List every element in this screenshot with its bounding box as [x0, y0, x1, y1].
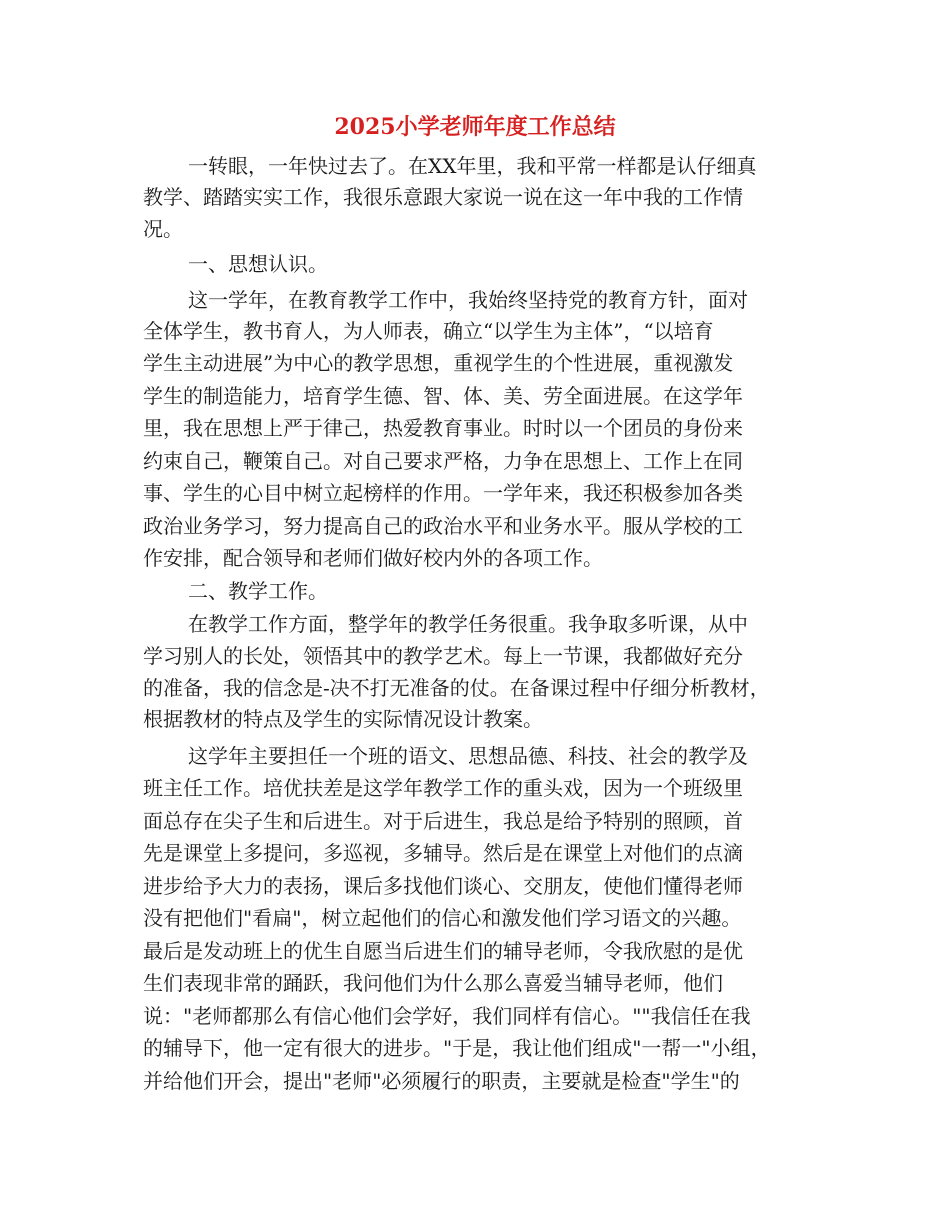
paragraph-line: 并给他们开会，提出"老师"必须履行的职责，主要就是检查"学生"的: [143, 1069, 740, 1093]
section-heading: 一、思想认识。: [188, 252, 328, 276]
paragraph-line: 生们表现非常的踊跃，我问他们为什么那么喜爱当辅导老师，他们: [143, 971, 723, 995]
paragraph-line: 况。: [143, 217, 183, 241]
paragraph-line: 学生主动进展”为中心的教学思想，重视学生的个性进展，重视激发: [143, 351, 734, 375]
paragraph-line: 面总存在尖子生和后进生。对于后进生，我总是给予特别的照顾，首: [143, 809, 743, 833]
section-heading: 二、教学工作。: [188, 579, 328, 603]
paragraph-line: 全体学生，教书育人，为人师表，确立“以学生为主体”，“以培育: [143, 319, 714, 343]
paragraph-line: 里，我在思想上严于律己，热爱教育事业。时时以一个团员的身份来: [143, 416, 743, 440]
paragraph-line: 政治业务学习，努力提高自己的政治水平和业务水平。服从学校的工: [143, 514, 743, 538]
paragraph-line: 班主任工作。培优扶差是这学年教学工作的重头戏，因为一个班级里: [143, 776, 743, 800]
paragraph-line: 这一学年，在教育教学工作中，我始终坚持党的教育方针，面对: [188, 288, 748, 312]
paragraph-line: 一转眼，一年快过去了。在XX年里，我和平常一样都是认仔细真: [188, 154, 757, 178]
paragraph-line: 约束自己，鞭策自己。对自己要求严格，力争在思想上、工作上在同: [143, 449, 743, 473]
paragraph-line: 没有把他们"看扁"，树立起他们的信心和激发他们学习语文的兴趣。: [143, 906, 742, 930]
paragraph-line: 的准备，我的信念是-决不打无准备的仗。在备课过程中仔细分析教材，: [143, 676, 770, 700]
paragraph-line: 的辅导下，他一定有很大的进步。"于是，我让他们组成"一帮一"小组，: [143, 1036, 771, 1060]
paragraph-line: 在教学工作方面，整学年的教学任务很重。我争取多听课，从中: [188, 612, 748, 636]
paragraph-line: 说："老师都那么有信心他们会学好，我们同样有信心。""我信任在我: [143, 1004, 751, 1028]
paragraph-line: 教学、踏踏实实工作，我很乐意跟大家说一说在这一年中我的工作情: [143, 185, 743, 209]
paragraph-line: 最后是发动班上的优生自愿当后进生们的辅导老师，令我欣慰的是优: [143, 939, 743, 963]
document-title: 2025小学老师年度工作总结: [334, 114, 616, 140]
paragraph-line: 学习别人的长处，领悟其中的教学艺术。每上一节课，我都做好充分: [143, 644, 743, 668]
paragraph-line: 事、学生的心目中树立起榜样的作用。一学年来，我还积极参加各类: [143, 481, 743, 505]
paragraph-line: 这学年主要担任一个班的语文、思想品德、科技、社会的教学及: [188, 744, 748, 768]
paragraph-line: 根据教材的特点及学生的实际情况设计教案。: [143, 707, 543, 731]
paragraph-line: 作安排，配合领导和老师们做好校内外的各项工作。: [143, 546, 603, 570]
paragraph-line: 进步给予大力的表扬，课后多找他们谈心、交朋友，使他们懂得老师: [143, 874, 743, 898]
paragraph-line: 先是课堂上多提问，多巡视，多辅导。然后是在课堂上对他们的点滴: [143, 841, 743, 865]
paragraph-line: 学生的制造能力，培育学生德、智、体、美、劳全面进展。在这学年: [143, 384, 743, 408]
